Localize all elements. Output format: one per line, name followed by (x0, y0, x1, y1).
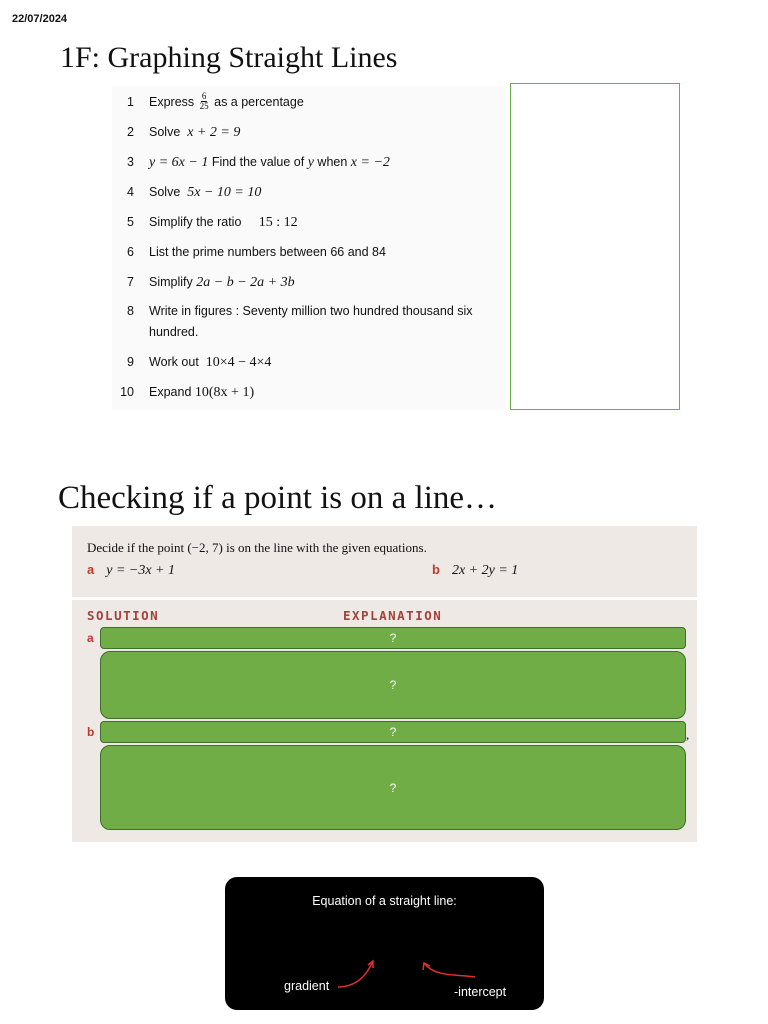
question-math: x + 2 = 9 (187, 125, 241, 140)
question-number: 3 (127, 155, 134, 169)
intercept-label: -intercept (454, 985, 507, 999)
example-question-panel (72, 526, 697, 597)
question-math: 5x − 10 = 10 (187, 185, 262, 200)
page-title: 1F: Graphing Straight Lines (60, 41, 398, 74)
question-number: 10 (120, 385, 134, 399)
question-6 (112, 242, 506, 263)
question-text: Find the value of (211, 155, 305, 169)
question-math: 2a − b − 2a + 3b (196, 275, 295, 290)
part-b-label: b (432, 562, 440, 577)
solution-a-label: a (87, 631, 94, 645)
part-a-label: a (87, 562, 95, 577)
question-math: 15 : 12 (258, 215, 298, 230)
question-text: Work out (149, 355, 199, 369)
question-math: 10(8x + 1) (194, 385, 255, 400)
solution-b-label: b (87, 725, 95, 739)
reveal-box-b-explanation[interactable]: ? (100, 721, 686, 743)
intercept-arrow (424, 963, 475, 977)
trailing-comma: , (686, 727, 690, 742)
question-1 (112, 92, 506, 113)
question-text: Simplify the ratio (149, 215, 242, 229)
part-b-math: 2x + 2y = 1 (451, 563, 519, 578)
question-number: 7 (127, 275, 134, 289)
reveal-box-b-solution[interactable]: ? (100, 745, 686, 830)
question-2 (112, 122, 506, 143)
fraction-denominator: 25 (199, 101, 209, 112)
question-number: 1 (127, 95, 134, 109)
question-5 (112, 212, 506, 233)
part-b-equation (432, 562, 518, 579)
question-text: when (317, 155, 348, 169)
card-title: Equation of a straight line: (312, 894, 457, 908)
date-label: 22/07/2024 (12, 13, 68, 25)
question-4 (112, 182, 506, 203)
example-prompt: Decide if the point (−2, 7) is on the line with the given equations. (87, 540, 427, 555)
part-a-equation (87, 562, 175, 579)
gradient-arrow (338, 961, 373, 987)
question-math: x = −2 (350, 155, 390, 170)
question-number: 2 (127, 125, 134, 139)
answer-box[interactable] (510, 83, 680, 410)
question-variable: y (307, 155, 314, 170)
reveal-box-a-explanation[interactable]: ? (100, 627, 686, 649)
explanation-header: EXPLANATION (343, 608, 443, 623)
equation-card (225, 877, 544, 1010)
question-number: 6 (127, 245, 134, 259)
part-a-math: y = −3x + 1 (106, 563, 176, 578)
question-text: Solve (149, 185, 181, 199)
question-number: 4 (127, 185, 134, 199)
question-8 (112, 301, 506, 343)
reveal-box-a-solution[interactable]: ? (100, 651, 686, 719)
fraction-numerator: 6 (201, 91, 207, 102)
gradient-label: gradient (284, 979, 330, 993)
question-math: 10×4 − 4×4 (205, 355, 272, 370)
question-3 (112, 152, 506, 173)
question-text: Write in figures : Seventy million two hundred thousand six hundred. (149, 304, 473, 339)
question-text: List the prime numbers between 66 and 84 (149, 245, 386, 259)
question-text: Solve (149, 125, 181, 139)
question-number: 9 (127, 355, 134, 369)
question-text: Express (149, 95, 195, 109)
question-text: as a percentage (214, 95, 304, 109)
question-10 (112, 382, 506, 403)
starter-questions-panel (112, 86, 506, 410)
question-text: Expand (149, 385, 192, 399)
question-7 (112, 272, 506, 293)
question-number: 5 (127, 215, 134, 229)
question-math: y = 6x − 1 (149, 155, 209, 170)
question-text: Simplify (149, 275, 193, 289)
solution-header: SOLUTION (87, 608, 160, 623)
question-number: 8 (127, 304, 134, 318)
question-9 (112, 352, 506, 373)
fraction (200, 92, 209, 111)
section-heading: Checking if a point is on a line… (58, 480, 498, 516)
